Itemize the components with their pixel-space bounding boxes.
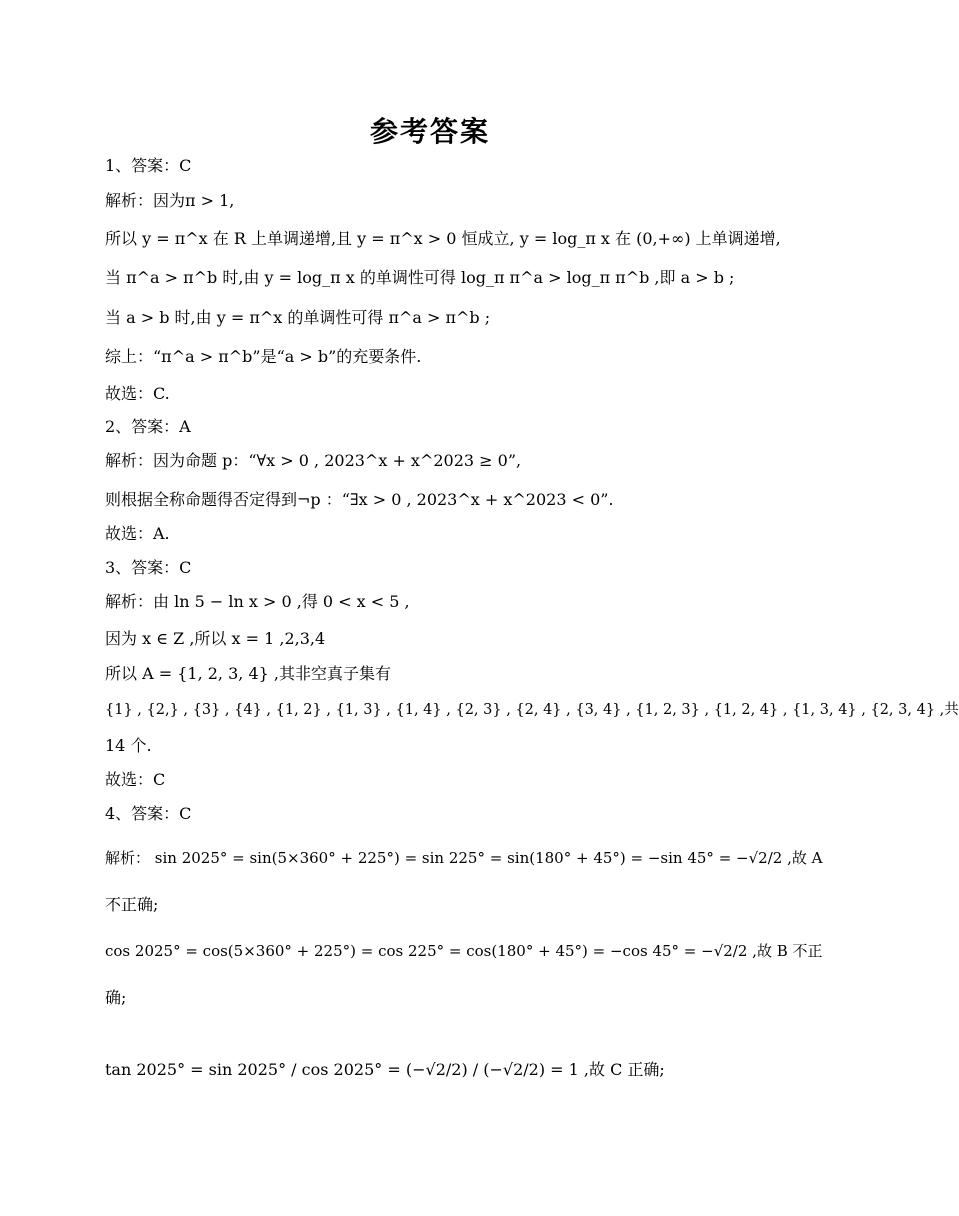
text-line: 则根据全称命题得否定得到¬p ：“∃x > 0 , 2023^x + x^2023 < 0”. [105, 490, 614, 509]
text-line: 解析：因为π > 1, [105, 191, 235, 210]
text-line: 当 a > b 时,由 y = π^x 的单调性可得 π^a > π^b ; [105, 308, 491, 327]
text-line: 不正确; [105, 895, 159, 914]
text-line: 4、答案：C [105, 804, 192, 823]
text-line: 故选：A. [105, 524, 170, 543]
text-line: 综上：“π^a > π^b”是“a > b”的充要条件. [105, 347, 422, 366]
text-line: 解析： sin 2025° = sin(5×360° + 225°) = sin 225° = sin(180° + 45°) = −sin 45° = −√2/2 ,故 A [105, 849, 823, 867]
text-line: tan 2025° = sin 2025° / cos 2025° = (−√2/2) / (−√2/2) = 1 ,故 C 正确; [105, 1060, 665, 1079]
text-line: 所以 A = {1, 2, 3, 4} ,其非空真子集有 [105, 664, 391, 683]
text-line: 解析：由 ln 5 − ln x > 0 ,得 0 < x < 5 , [105, 592, 410, 611]
text-line: 2、答案：A [105, 417, 191, 436]
text-line: cos 2025° = cos(5×360° + 225°) = cos 225° = cos(180° + 45°) = −cos 45° = −√2/2 ,故 B 不正 [105, 942, 823, 960]
text-line: {1} , {2,} , {3} , {4} , {1, 2} , {1, 3} , {1, 4} , {2, 3} , {2, 4} , {3, 4} , {1, 2, 3} , {1, 2, 4} , {1, 3, 4} , {2, 3, 4} ,共 [105, 702, 959, 718]
text-line: 1、答案：C [105, 156, 192, 175]
text-line: 所以 y = π^x 在 R 上单调递增,且 y = π^x > 0 恒成立, y = log_π x 在 (0,+∞) 上单调递增, [105, 229, 781, 248]
text-line: 3、答案：C [105, 558, 192, 577]
text-line: 解析：因为命题 p：“∀x > 0 , 2023^x + x^2023 ≥ 0”, [105, 451, 522, 470]
text-line: 因为 x ∈ Z ,所以 x = 1 ,2,3,4 [105, 629, 326, 648]
text-line: 当 π^a > π^b 时,由 y = log_π x 的单调性可得 log_π π^a > log_π π^b ,即 a > b ; [105, 268, 735, 287]
text-line: 故选：C [105, 770, 166, 789]
page-title: 参考答案 [369, 115, 490, 148]
text-line: 确; [105, 988, 127, 1007]
text-line: 故选：C. [105, 384, 170, 403]
text-line: 14 个. [105, 736, 152, 755]
